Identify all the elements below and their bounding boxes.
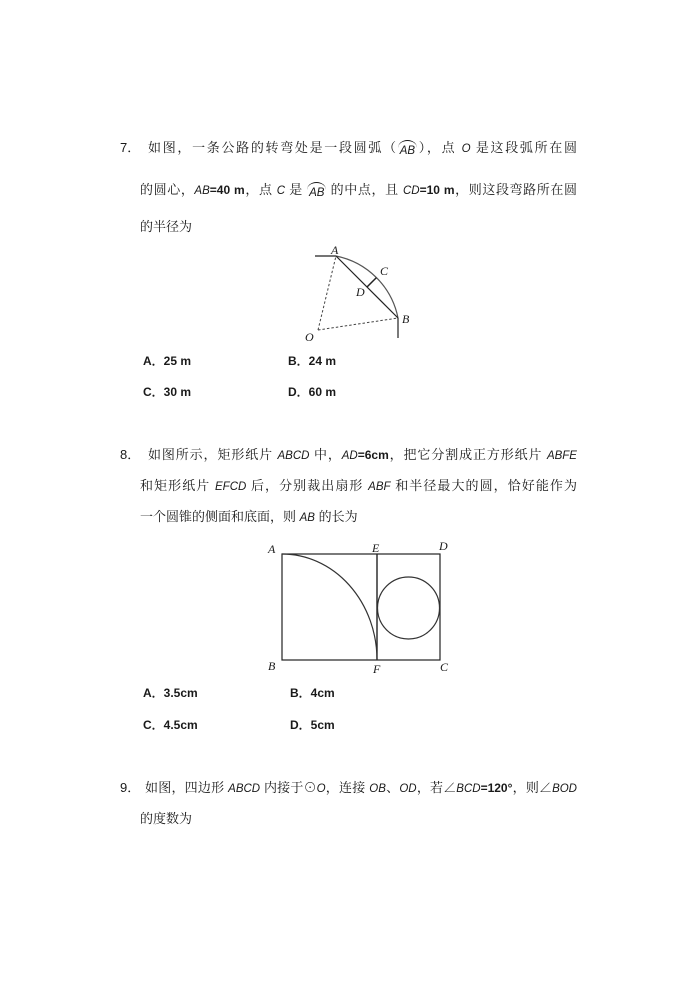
text-run: 和矩形纸片 — [140, 478, 215, 493]
math-variable: OD — [399, 783, 417, 795]
arc-notation: AB — [399, 145, 416, 157]
sector-arc-af — [282, 554, 377, 660]
option-d: D．60 m — [288, 385, 337, 399]
text-run: ，点 — [244, 182, 277, 197]
text-run: 的长为 — [314, 509, 358, 524]
label-b: B — [268, 659, 276, 673]
math-variable: BCD — [456, 783, 481, 795]
text-run: 内接于⊙ — [260, 780, 317, 795]
problem-7-line-1 — [148, 139, 577, 157]
option-c: C．30 m — [143, 385, 192, 399]
label-o: O — [305, 330, 314, 344]
label-e: E — [372, 541, 380, 555]
problem-number: 7． — [120, 140, 141, 155]
math-variable: C — [276, 185, 286, 197]
rectangle-abcd — [282, 554, 440, 660]
math-variable: ABCD — [277, 450, 310, 462]
radius-ob-dashed — [318, 318, 398, 330]
text-run: 、 — [385, 780, 400, 795]
figure-rectangle-sector-circle — [262, 536, 452, 676]
text-run: ，把它分割成正方形纸片 — [388, 447, 547, 462]
figure-road-arc — [300, 240, 420, 346]
text-run: 的中点，且 — [326, 182, 403, 197]
option-a: A．3.5cm — [143, 686, 198, 700]
math-variable: CD — [402, 185, 420, 197]
math-variable: O — [461, 143, 471, 155]
option-d: D．5cm — [290, 718, 335, 732]
problem-9-line-1 — [145, 779, 577, 797]
option-a: A．25 m — [143, 354, 192, 368]
bold-value: =10 m — [419, 183, 455, 197]
option-b: B．24 m — [288, 354, 337, 368]
problem-number: 8． — [120, 447, 141, 462]
label-b: B — [402, 312, 410, 326]
math-variable: OB — [369, 783, 386, 795]
option-c: C．4.5cm — [143, 718, 198, 732]
text-run: ，则∠ — [512, 780, 553, 795]
problem-8-line-1 — [148, 446, 577, 464]
label-f: F — [373, 662, 381, 676]
math-variable: AB — [299, 512, 315, 524]
math-variable: ABF — [368, 481, 391, 493]
text-run: 如图所示，矩形纸片 — [148, 447, 278, 462]
text-run: 如图，一条公路的转弯处是一段圆弧（ — [148, 140, 398, 155]
math-variable: AB — [194, 185, 210, 197]
segment-cd — [367, 278, 376, 287]
problem-9-line-2 — [140, 810, 192, 828]
problem-8-line-3 — [140, 508, 358, 526]
inscribed-circle — [378, 577, 440, 639]
bold-value: =40 m — [209, 183, 245, 197]
text-run: 的半径为 — [140, 219, 193, 234]
math-variable: EFCD — [215, 481, 247, 493]
label-d: D — [439, 539, 448, 553]
text-run: 是这段弧所在圆 — [470, 140, 577, 155]
text-run: ，若∠ — [416, 780, 457, 795]
math-variable: O — [316, 783, 326, 795]
text-run: 后，分别裁出扇形 — [246, 478, 369, 493]
text-run: 和半径最大的圆，恰好能作为 — [390, 478, 577, 493]
problem-7-line-2 — [140, 181, 577, 199]
text-run: 的圆心， — [140, 182, 195, 197]
problem-8-line-2 — [140, 477, 577, 495]
text-run: ），点 — [417, 140, 462, 155]
math-variable: ABFE — [546, 450, 577, 462]
radius-oa-dashed — [318, 256, 336, 330]
problem-number: 9． — [120, 780, 141, 795]
label-c: C — [380, 264, 389, 278]
bold-value: =6cm — [357, 448, 389, 462]
text-run: 一个圆锥的侧面和底面，则 — [140, 509, 300, 524]
text-run: ，则这段弯路所在圆 — [454, 182, 577, 197]
problem-7-line-3 — [140, 218, 192, 236]
text-run: 如图，四边形 — [145, 780, 229, 795]
bold-value: =120° — [480, 781, 513, 795]
arc-notation: AB — [309, 187, 325, 199]
label-d: D — [356, 285, 365, 299]
label-a: A — [331, 243, 339, 257]
text-run: 是 — [285, 182, 308, 197]
math-variable: ABCD — [228, 783, 261, 795]
text-run: 的度数为 — [140, 811, 193, 826]
math-variable: BOD — [552, 783, 577, 795]
text-run: 中， — [309, 447, 342, 462]
text-run: ，连接 — [325, 780, 370, 795]
label-c: C — [440, 660, 449, 674]
math-variable: AD — [341, 450, 358, 462]
option-b: B．4cm — [290, 686, 335, 700]
label-a: A — [268, 542, 276, 556]
